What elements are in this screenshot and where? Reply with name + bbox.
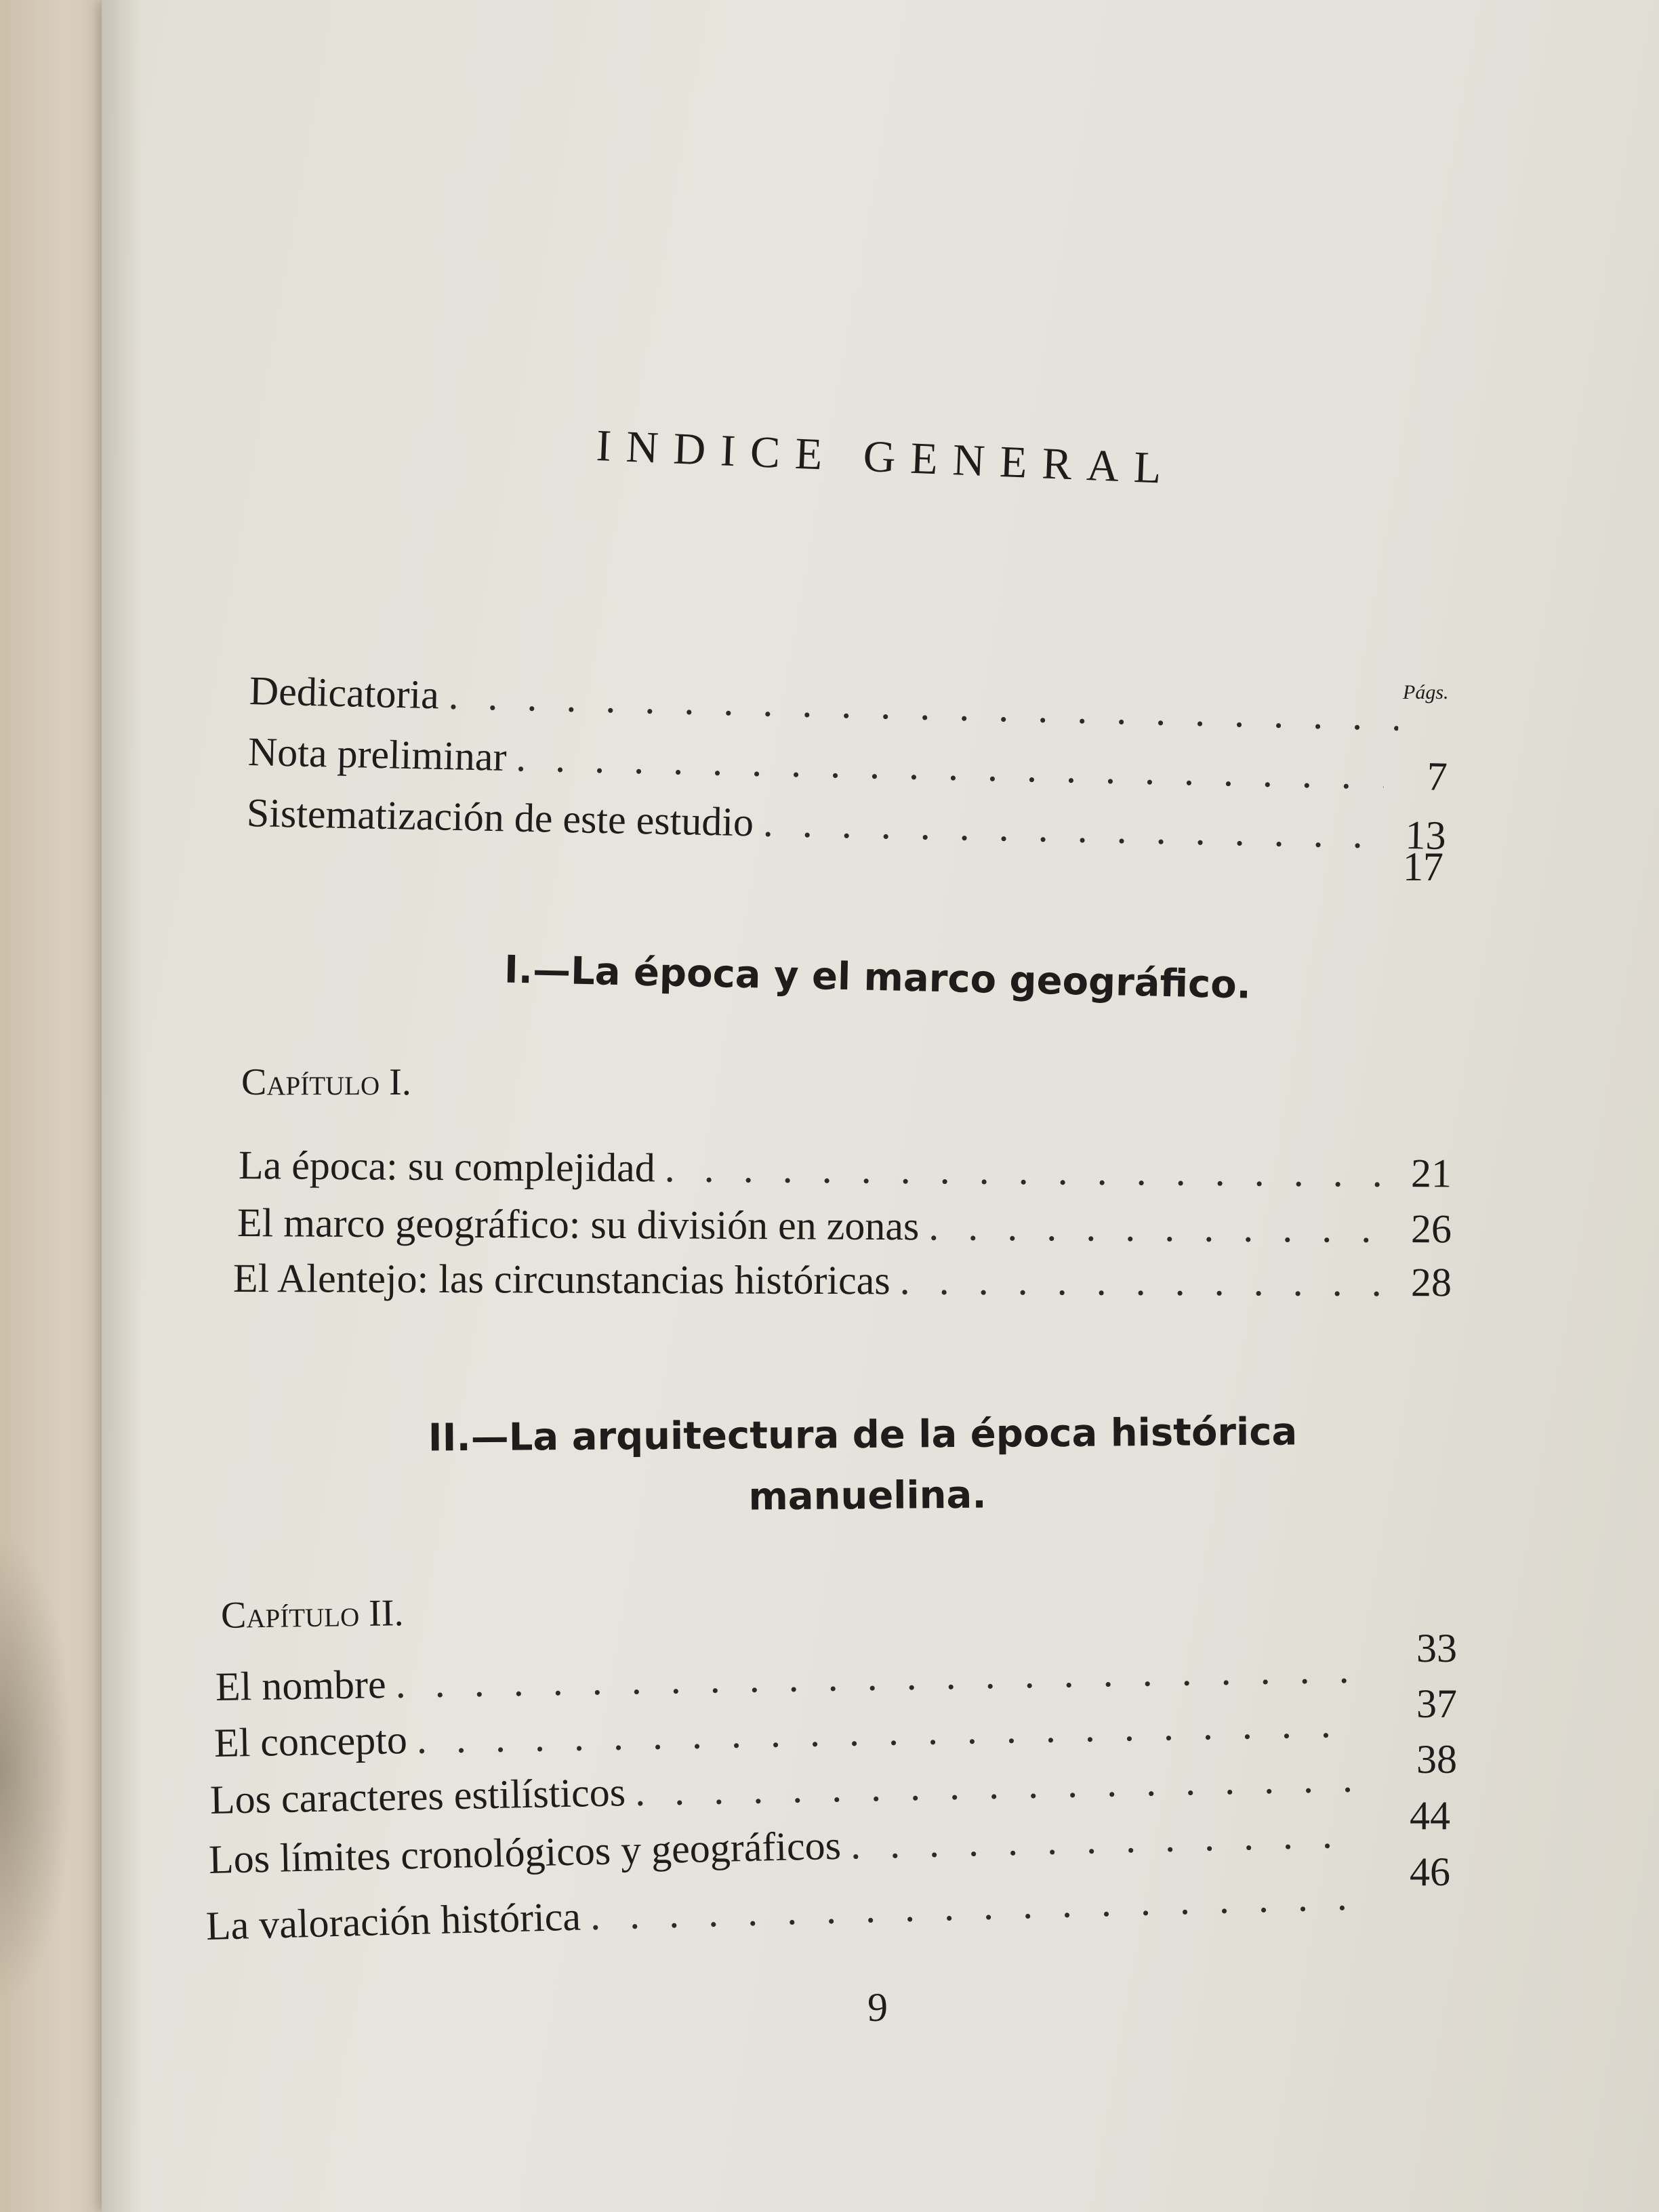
toc-entry-label: Sistematización de este estudio — [246, 790, 754, 845]
toc-entry-label: Los límites cronológicos y geográficos — [208, 1822, 842, 1882]
toc-page-only — [1403, 1625, 1457, 1672]
section-heading: II.—La arquitectura de la época histórica — [428, 1410, 1298, 1460]
toc-entry-label: La época: su complejidad — [238, 1143, 655, 1191]
toc-page-number: 38 — [1416, 1737, 1457, 1782]
toc-entry-label: El concepto — [213, 1717, 408, 1765]
toc-entry-label: El Alentejo: las circunstancias históricas — [232, 1256, 890, 1303]
toc-page-only — [1403, 1736, 1457, 1783]
page-number: 9 — [867, 1985, 888, 2030]
page-title: INDICE GENERAL — [595, 421, 1177, 494]
toc-page-number: 44 — [1410, 1793, 1450, 1838]
toc-page-number: 17 — [1403, 844, 1443, 889]
leader-dots — [665, 1145, 1389, 1196]
toc-page-only — [1389, 844, 1443, 890]
toc-page-number: 21 — [1410, 1151, 1452, 1196]
toc-page-number: 7 — [1426, 754, 1448, 800]
toc-page-only — [1403, 1681, 1457, 1727]
chapter-label: Capítulo I. — [241, 1061, 411, 1103]
page-gutter — [102, 0, 142, 2212]
toc-entry-label: El nombre — [215, 1662, 387, 1709]
section-heading: I.—La época y el marco geográfico. — [504, 947, 1252, 1008]
toc-entry — [233, 1255, 1452, 1306]
toc-page-number: 13 — [1405, 812, 1447, 858]
pages-column-label: Págs. — [1403, 681, 1449, 703]
chapter-label: Capítulo II. — [220, 1592, 404, 1637]
page-shadow — [0, 1532, 75, 2006]
section-heading-continued: manuelina. — [748, 1473, 987, 1519]
leader-dots — [900, 1257, 1389, 1306]
toc-page-number: 37 — [1416, 1681, 1457, 1726]
toc-page-number: 33 — [1416, 1626, 1457, 1671]
toc-entry — [239, 1142, 1452, 1197]
toc-entry-label: Los caracteres estilísticos — [209, 1769, 626, 1822]
toc-page-number: 28 — [1410, 1260, 1452, 1305]
toc-page-number: 46 — [1410, 1849, 1450, 1894]
toc-page-only — [1396, 1793, 1450, 1839]
toc-entry-label: Nota preliminar — [247, 729, 508, 779]
toc-entry-label: La valoración histórica — [205, 1893, 581, 1948]
toc-entry-label: El marco geográfico: su división en zonas — [237, 1200, 920, 1249]
toc-entry — [237, 1200, 1452, 1252]
toc-page-number — [1408, 731, 1462, 732]
toc-page-only — [1396, 1849, 1450, 1896]
toc-page-number: 26 — [1410, 1206, 1452, 1252]
toc-entry-label: Dedicatoria — [249, 668, 440, 718]
leader-dots — [928, 1203, 1388, 1252]
